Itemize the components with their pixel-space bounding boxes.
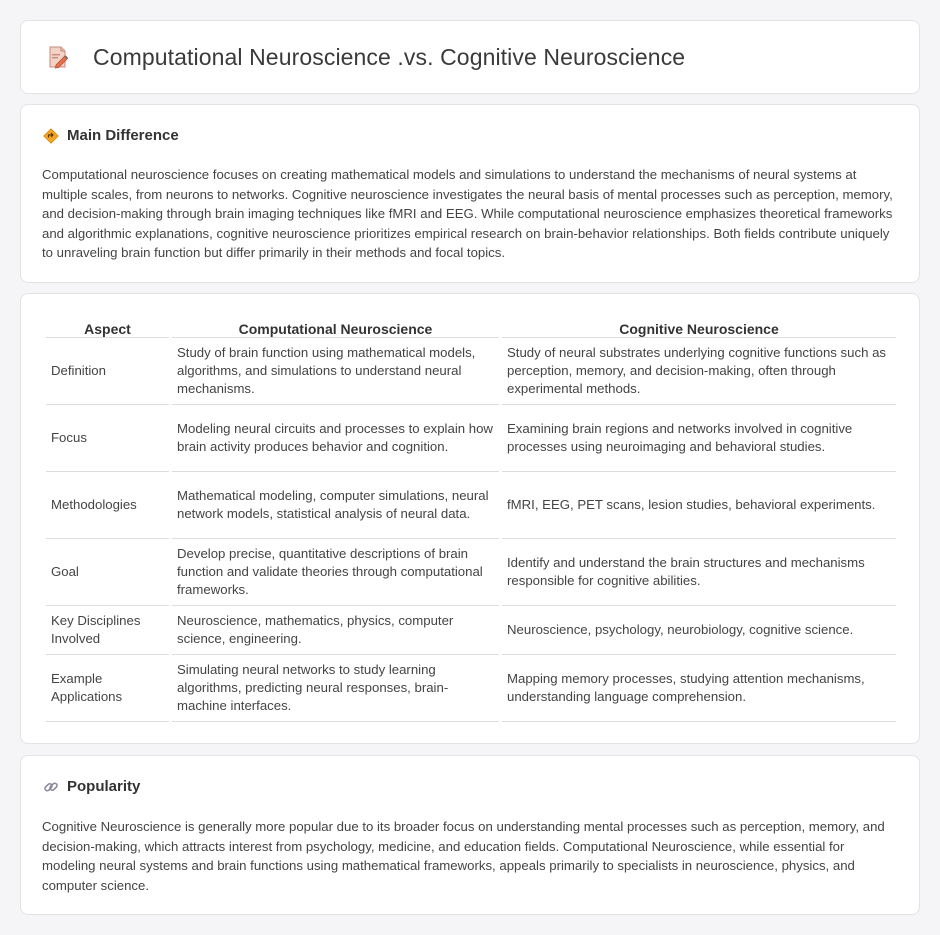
- page-title: Computational Neuroscience .vs. Cognitive Neuroscience: [93, 43, 686, 70]
- comparison-table-section: [20, 293, 920, 744]
- cognitive-cell: Mapping memory processes, studying attention mechanisms, understanding language comprehension.: [502, 655, 896, 722]
- aspect-cell: Definition: [46, 338, 169, 405]
- computational-cell: Modeling neural circuits and processes to explain how brain activity produces behavior and cognition.: [172, 405, 499, 472]
- table-row: [46, 655, 896, 722]
- cognitive-cell: fMRI, EEG, PET scans, lesion studies, behavioral experiments.: [502, 472, 896, 539]
- computational-cell: Mathematical modeling, computer simulations, neural network models, statistical analysis of neural data.: [172, 472, 499, 539]
- comparison-table: [43, 316, 899, 722]
- cognitive-cell: Neuroscience, psychology, neurobiology, cognitive science.: [502, 606, 896, 655]
- header-computational: Computational Neuroscience: [172, 316, 499, 338]
- document-pencil-icon: [47, 45, 69, 69]
- table-row: [46, 338, 896, 405]
- title-card: [20, 20, 920, 94]
- computational-cell: Simulating neural networks to study learning algorithms, predicting neural responses, brain-machine interfaces.: [172, 655, 499, 722]
- main-difference-heading: Main Difference: [67, 127, 179, 144]
- header-aspect: Aspect: [46, 316, 169, 338]
- cognitive-cell: Identify and understand the brain structures and mechanisms responsible for cognitive abilities.: [502, 539, 896, 606]
- link-icon: [43, 779, 59, 795]
- main-difference-section: [20, 104, 920, 283]
- header-cognitive: Cognitive Neuroscience: [502, 316, 896, 338]
- diamond-sign-icon: [43, 128, 59, 144]
- table-header-row: [46, 316, 896, 338]
- computational-cell: Neuroscience, mathematics, physics, computer science, engineering.: [172, 606, 499, 655]
- computational-cell: Develop precise, quantitative descriptions of brain function and validate theories through computational frameworks.: [172, 539, 499, 606]
- popularity-text: Cognitive Neuroscience is generally more popular due to its broader focus on understanding mental processes such as perception, memory, and decision-making, which attracts interest from psychology, medicine, and education fields. Computational Neuroscience, while essential for modeling neural systems and brain functions using mathematical frameworks, appeals primarily to specialists in neuroscience, physics, and computer science.: [42, 819, 885, 893]
- table-row: [46, 472, 896, 539]
- aspect-cell: Methodologies: [46, 472, 169, 539]
- table-row: [46, 606, 896, 655]
- aspect-cell: Example Applications: [46, 655, 169, 722]
- aspect-cell: Key Disciplines Involved: [46, 606, 169, 655]
- table-row: [46, 539, 896, 606]
- aspect-cell: Focus: [46, 405, 169, 472]
- popularity-heading: Popularity: [67, 778, 141, 795]
- cognitive-cell: Study of neural substrates underlying cognitive functions such as perception, memory, and decision-making, often through experimental methods.: [502, 338, 896, 405]
- cognitive-cell: Examining brain regions and networks involved in cognitive processes using neuroimaging and behavioral studies.: [502, 405, 896, 472]
- aspect-cell: Goal: [46, 539, 169, 606]
- table-row: [46, 405, 896, 472]
- computational-cell: Study of brain function using mathematical models, algorithms, and simulations to understand neural mechanisms.: [172, 338, 499, 405]
- popularity-section: [20, 755, 920, 915]
- main-difference-text: Computational neuroscience focuses on creating mathematical models and simulations to understand the mechanisms of neural systems at multiple scales, from neurons to networks. Cognitive neuroscience investigates the neural basis of mental processes such as perception, memory, and decision-making through brain imaging techniques like fMRI and EEG. While computational neuroscience emphasizes theoretical frameworks and algorithmic explanations, cognitive neuroscience prioritizes empirical research on brain-behavior relationships. Both fields contribute uniquely to unraveling brain function but differ primarily in their methods and focal topics.: [42, 167, 893, 260]
